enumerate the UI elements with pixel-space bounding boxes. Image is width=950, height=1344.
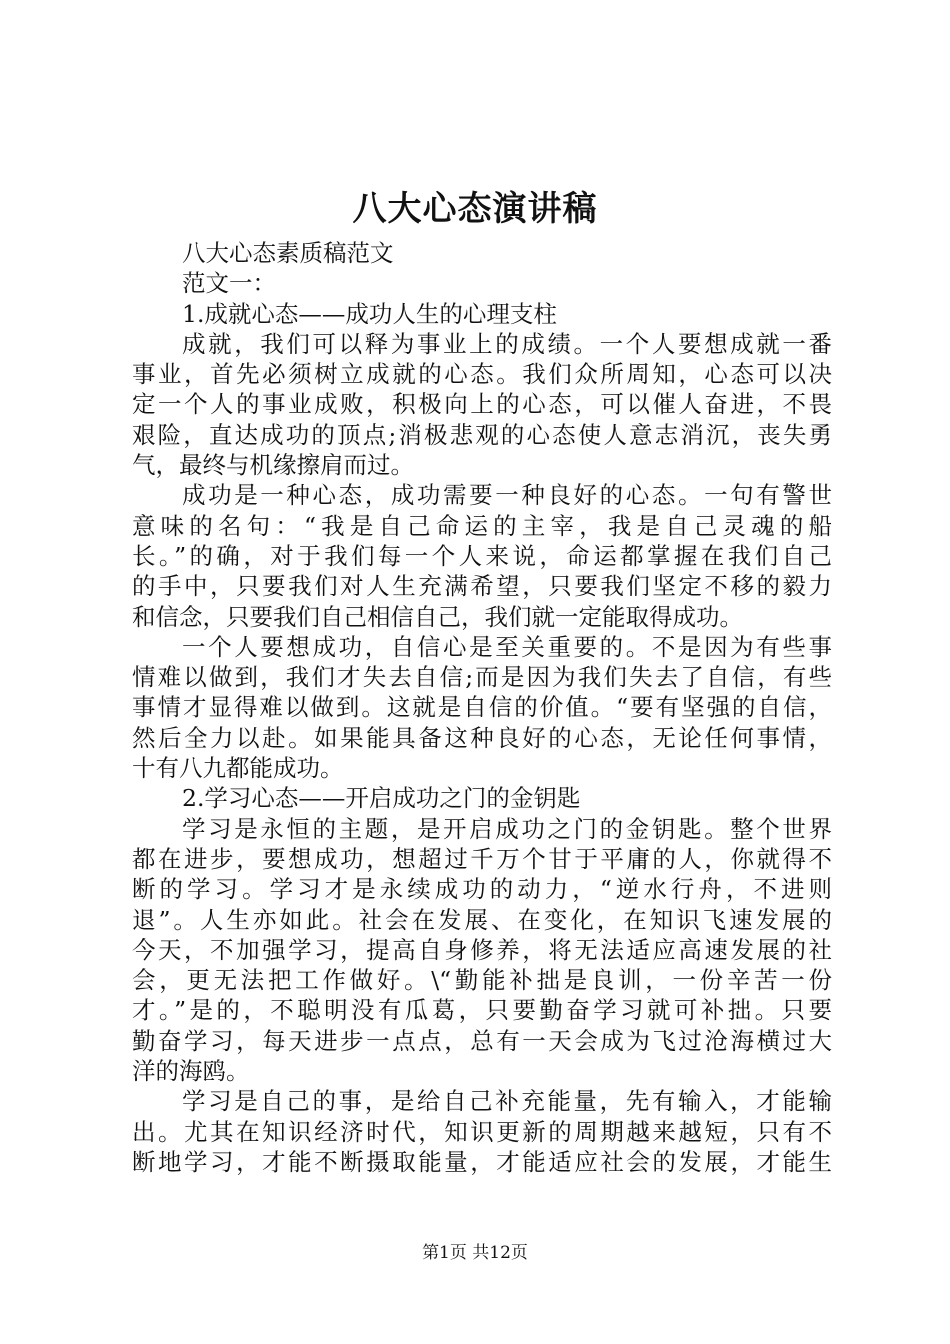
text-line: 的手中，只要我们对人生充满希望，只要我们坚定不移的毅力	[132, 572, 832, 601]
text-line: 长。”的确，对于我们每一个人来说，命运都掌握在我们自己	[132, 541, 832, 570]
text-line: 情难以做到，我们才失去自信;而是因为我们失去了自信，有些	[132, 663, 832, 692]
text-line: 然后全力以赴。如果能具备这种良好的心态，无论任何事情，	[132, 723, 832, 752]
text-line: 一个人要想成功，自信心是至关重要的。不是因为有些事	[182, 632, 832, 661]
text-line: 和信念，只要我们自己相信自己，我们就一定能取得成功。	[132, 602, 743, 631]
text-line: 十有八九都能成功。	[132, 754, 344, 783]
text-line: 艰险，直达成功的顶点;消极悲观的心态使人意志消沉，丧失勇	[132, 420, 832, 449]
text-line: 都在进步，要想成功，想超过千万个甘于平庸的人，你就得不	[132, 844, 832, 873]
text-line: 成就，我们可以释为事业上的成绩。一个人要想成就一番	[182, 329, 832, 358]
document-body	[132, 238, 832, 1177]
text-line: 2.学习心态——开启成功之门的金钥匙	[182, 784, 581, 813]
text-line: 定一个人的事业成败，积极向上的心态，可以催人奋进，不畏	[132, 390, 832, 419]
text-line: 断的学习。学习才是永续成功的动力，“逆水行舟，不进则	[132, 875, 832, 904]
text-line: 退”。人生亦如此。社会在发展、在变化，在知识飞速发展的	[132, 905, 832, 934]
text-line: 成功是一种心态，成功需要一种良好的心态。一句有警世	[182, 481, 832, 510]
text-line: 气，最终与机缘擦肩而过。	[132, 451, 414, 480]
text-line: 八大心态素质稿范文	[182, 239, 394, 267]
document-title: 八大心态演讲稿	[352, 189, 598, 229]
text-line: 勤奋学习，每天进步一点点，总有一天会成为飞过沧海横过大	[132, 1026, 832, 1055]
text-line: 事业，首先必须树立成就的心态。我们众所周知，心态可以决	[132, 360, 832, 389]
page-footer: 第1页 共12页	[422, 1243, 528, 1263]
text-line: 意味的名句：“我是自己命运的主宰，我是自己灵魂的船	[132, 511, 832, 540]
text-line: 学习是永恒的主题，是开启成功之门的金钥匙。整个世界	[182, 814, 832, 843]
text-line: 学习是自己的事，是给自己补充能量，先有输入，才能输	[182, 1087, 832, 1116]
text-line: 会，更无法把工作做好。\“勤能补拙是良训，一份辛苦一份	[132, 966, 832, 995]
text-line: 范文一：	[182, 269, 276, 298]
text-line: 事情才显得难以做到。这就是自信的价值。“要有坚强的自信，	[132, 693, 832, 722]
text-line: 出。尤其在知识经济时代，知识更新的周期越来越短，只有不	[132, 1117, 832, 1146]
text-line: 今天，不加强学习，提高自身修养，将无法适应高速发展的社	[132, 935, 832, 964]
text-line: 1.成就心态——成功人生的心理支柱	[182, 299, 557, 328]
text-line: 才。”是的，不聪明没有瓜葛，只要勤奋学习就可补拙。只要	[132, 996, 832, 1025]
text-line: 断地学习，才能不断摄取能量，才能适应社会的发展，才能生	[132, 1147, 832, 1176]
text-line: 洋的海鸥。	[132, 1057, 250, 1086]
